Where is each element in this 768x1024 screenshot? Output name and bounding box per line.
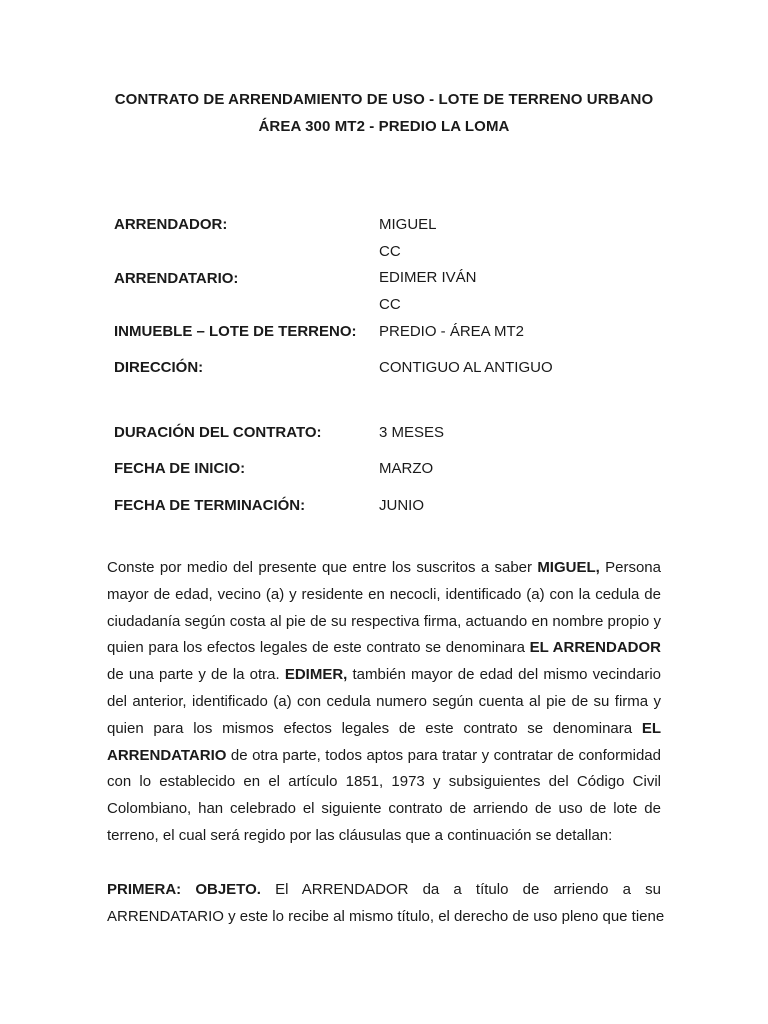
fecha-inicio-label: FECHA DE INICIO: [114,460,246,477]
duracion-value: 3 MESES [379,424,445,441]
fecha-terminacion-value: JUNIO [379,497,424,514]
preamble-line: quien para los mismos efectos legales de este contrato se denominara EL [107,719,661,737]
preamble-line: de una parte y de la otra. EDIMER, también mayor de edad del mismo vecindario [107,666,661,684]
preamble-line: con lo establecido en el artículo 1851, 1973 y subsiguientes del Código Civil [107,773,661,791]
direccion-label: DIRECCIÓN: [114,359,204,376]
arrendador-cc: CC [379,243,401,260]
duracion-label: DURACIÓN DEL CONTRATO: [114,424,322,441]
arrendatario-label: ARRENDATARIO: [114,270,239,287]
direccion-value: CONTIGUO AL ANTIGUO [379,359,553,376]
inmueble-label: INMUEBLE – LOTE DE TERRENO: [114,323,357,340]
clause-line: PRIMERA: OBJETO. El ARRENDADOR da a título de arriendo a su [107,881,661,898]
inmueble-value: PREDIO - ÁREA MT2 [379,323,525,340]
arrendador-name: MIGUEL [379,216,437,233]
document-title-line-2: ÁREA 300 MT2 - PREDIO LA LOMA [258,118,510,135]
arrendatario-cc: CC [379,296,401,313]
fecha-inicio-value: MARZO [379,460,434,477]
preamble-line: quien para los efectos legales de este contrato se denominara EL ARRENDADOR [107,639,661,657]
arrendatario-name: EDIMER IVÁN [379,269,477,286]
document-title-line-1: CONTRATO DE ARRENDAMIENTO DE USO - LOTE DE TERRENO URBANO [114,91,654,108]
preamble-line: Colombiano, han celebrado el siguiente contrato de arriendo de uso de lote de [107,800,661,818]
preamble-line: mayor de edad, vecino (a) y residente en necocli, identificado (a) con la cedula de [107,585,661,603]
preamble-line: Conste por medio del presente que entre los suscritos a saber MIGUEL, Persona [107,559,661,576]
clause-primera [107,877,665,931]
fecha-terminacion-label: FECHA DE TERMINACIÓN: [114,497,306,514]
preamble-line: terreno, el cual será regido por las cláusulas que a continuación se detallan: [107,826,613,844]
preamble-line: del anterior, identificado (a) con cedula numero según cuenta al pie de su firma y [107,692,661,710]
arrendador-label: ARRENDADOR: [114,216,228,233]
preamble-paragraph [107,555,661,850]
preamble-line: ciudadanía según costa al pie de su respectiva firma, actuando en nombre propio y [107,612,661,630]
clause-line: ARRENDATARIO y este lo recibe al mismo título, el derecho de uso pleno que tiene [107,907,665,925]
preamble-line: ARRENDATARIO de otra parte, todos aptos para tratar y contratar de conformidad [107,746,661,764]
